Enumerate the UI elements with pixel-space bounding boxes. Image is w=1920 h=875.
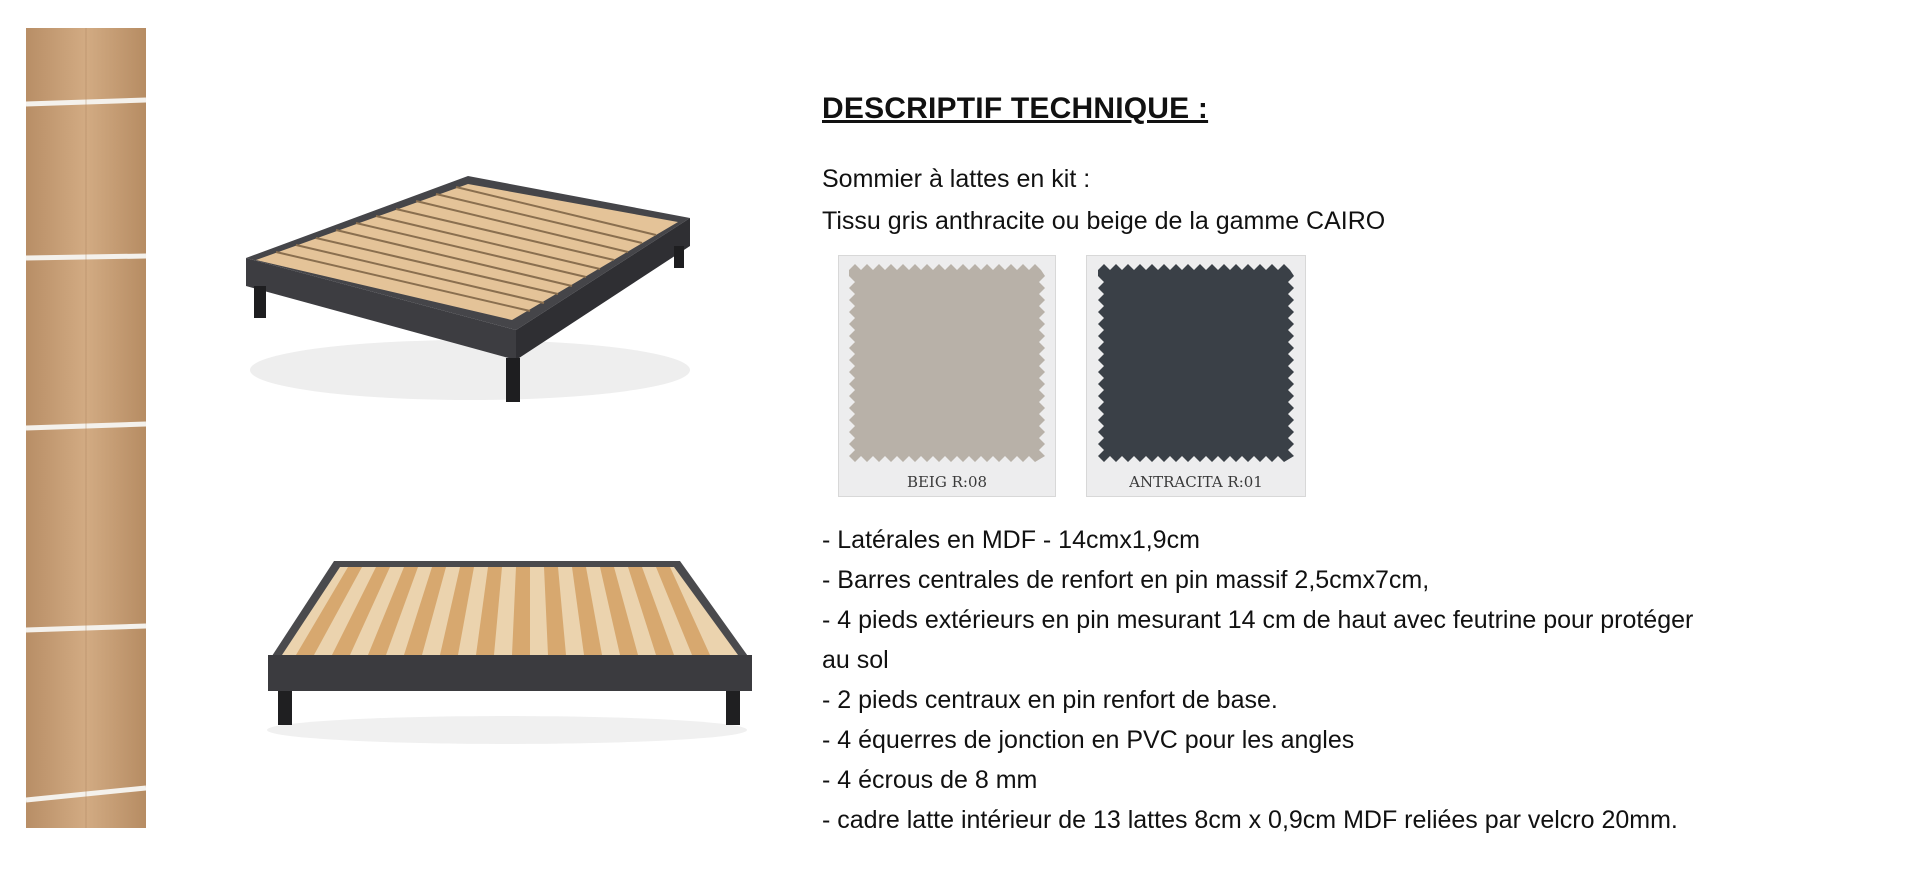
spec-line: - 4 écrous de 8 mm — [822, 766, 1038, 794]
spec-list — [822, 525, 1920, 845]
spec-line: - Barres centrales de renfort en pin massif 2,5cmx7cm, — [822, 566, 1430, 594]
spec-line: - 4 équerres de jonction en PVC pour les angles — [822, 726, 1355, 754]
bed-frame-front-image — [262, 555, 757, 750]
anthracite-fabric-sample — [1097, 264, 1295, 462]
intro-line: Sommier à lattes en kit : — [822, 165, 1091, 193]
swatch-beige — [838, 255, 1056, 497]
swatch-label-anthracite: ANTRACITA R:01 — [1129, 473, 1263, 491]
spec-line: - Latérales en MDF - 14cmx1,9cm — [822, 526, 1200, 554]
intro-line: Tissu gris anthracite ou beige de la gamme CAIRO — [822, 207, 1386, 235]
packaging-box-image — [26, 28, 146, 828]
swatch-label-beige: BEIG R:08 — [906, 473, 988, 491]
spec-line: - cadre latte intérieur de 13 lattes 8cm x 0,9cm MDF reliées par velcro 20mm. — [822, 806, 1678, 834]
beige-fabric-sample — [849, 264, 1045, 462]
swatch-anthracite — [1086, 255, 1306, 497]
bed-frame-perspective-image — [240, 170, 700, 410]
section-title: DESCRIPTIF TECHNIQUE : — [822, 92, 1209, 125]
spec-line: - 2 pieds centraux en pin renfort de base. — [822, 686, 1278, 714]
spec-line: - 4 pieds extérieurs en pin mesurant 14 cm de haut avec feutrine pour protéger — [822, 606, 1694, 634]
spec-line: au sol — [822, 646, 889, 674]
